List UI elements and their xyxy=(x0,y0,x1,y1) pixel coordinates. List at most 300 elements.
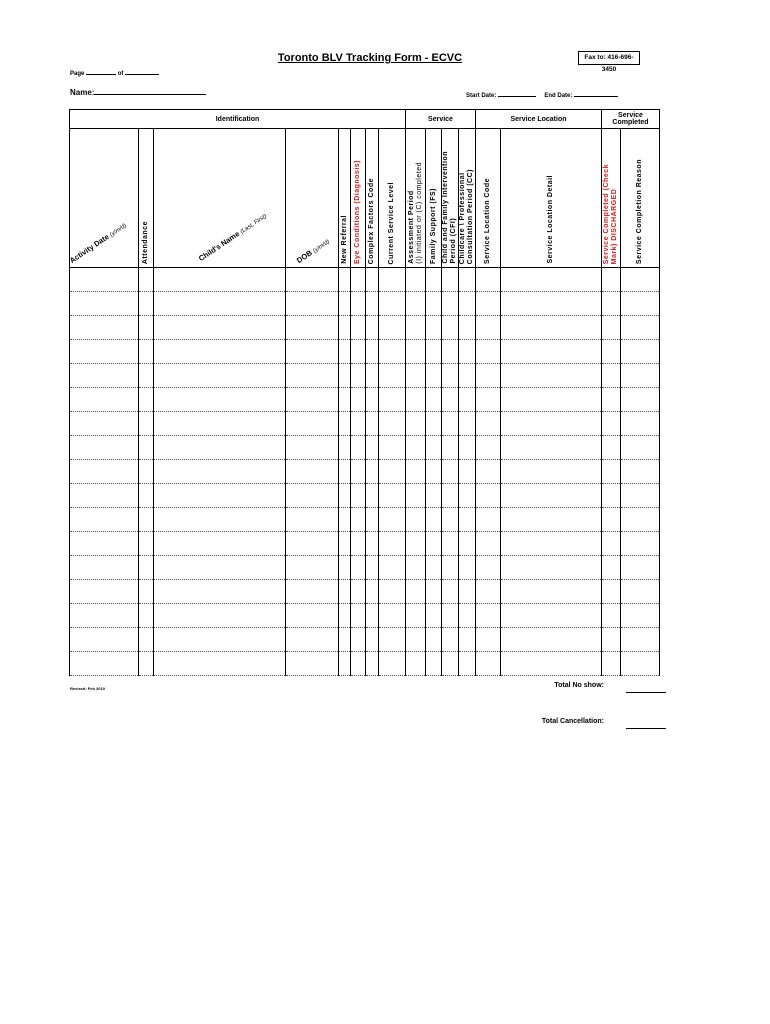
table-cell[interactable] xyxy=(406,556,426,580)
table-cell[interactable] xyxy=(70,508,139,532)
table-cell[interactable] xyxy=(139,580,154,604)
col-new-referral xyxy=(339,129,351,268)
table-cell[interactable] xyxy=(286,628,339,652)
table-cell[interactable] xyxy=(602,340,621,364)
table-cell[interactable] xyxy=(442,460,459,484)
table-cell[interactable] xyxy=(366,532,379,556)
end-date-blank[interactable] xyxy=(574,90,618,97)
table-cell[interactable] xyxy=(476,292,501,316)
table-cell[interactable] xyxy=(426,268,442,292)
table-cell[interactable] xyxy=(154,292,286,316)
table-cell[interactable] xyxy=(459,436,476,460)
name-blank[interactable] xyxy=(94,88,206,95)
table-cell[interactable] xyxy=(442,556,459,580)
table-cell[interactable] xyxy=(339,460,351,484)
table-cell[interactable] xyxy=(351,556,366,580)
table-cell[interactable] xyxy=(351,268,366,292)
table-cell[interactable] xyxy=(476,556,501,580)
table-cell[interactable] xyxy=(426,604,442,628)
table-cell[interactable] xyxy=(154,412,286,436)
table-cell[interactable] xyxy=(476,436,501,460)
table-cell[interactable] xyxy=(621,484,660,508)
table-cell[interactable] xyxy=(339,292,351,316)
new-referral-label: New Referral xyxy=(340,215,348,264)
table-cell[interactable] xyxy=(339,628,351,652)
table-cell[interactable] xyxy=(476,340,501,364)
service-location-detail-label: Service Location Detail xyxy=(547,175,554,264)
table-cell[interactable] xyxy=(70,652,139,676)
table-cell[interactable] xyxy=(70,604,139,628)
table-cell[interactable] xyxy=(379,580,406,604)
table-cell[interactable] xyxy=(286,340,339,364)
table-cell[interactable] xyxy=(366,292,379,316)
table-cell[interactable] xyxy=(339,412,351,436)
table-cell[interactable] xyxy=(286,484,339,508)
table-cell[interactable] xyxy=(501,436,602,460)
table-cell[interactable] xyxy=(286,316,339,340)
table-cell[interactable] xyxy=(351,388,366,412)
total-cancellation-blank[interactable] xyxy=(626,728,666,729)
table-cell[interactable] xyxy=(621,292,660,316)
complex-factors-label: Complex Factors Code xyxy=(368,177,375,264)
table-cell[interactable] xyxy=(621,412,660,436)
table-cell[interactable] xyxy=(406,292,426,316)
table-cell[interactable] xyxy=(139,292,154,316)
total-no-show-blank[interactable] xyxy=(626,692,666,693)
table-cell[interactable] xyxy=(476,388,501,412)
table-cell[interactable] xyxy=(442,484,459,508)
table-cell[interactable] xyxy=(379,484,406,508)
table-cell[interactable] xyxy=(406,436,426,460)
table-cell[interactable] xyxy=(621,532,660,556)
table-cell[interactable] xyxy=(426,292,442,316)
table-cell[interactable] xyxy=(366,412,379,436)
table-cell[interactable] xyxy=(442,604,459,628)
table-cell[interactable] xyxy=(339,484,351,508)
table-cell[interactable] xyxy=(139,268,154,292)
table-cell[interactable] xyxy=(406,628,426,652)
table-cell[interactable] xyxy=(70,460,139,484)
table-cell[interactable] xyxy=(459,508,476,532)
table-cell[interactable] xyxy=(459,652,476,676)
table-cell[interactable] xyxy=(459,292,476,316)
table-cell[interactable] xyxy=(459,484,476,508)
table-cell[interactable] xyxy=(442,508,459,532)
assessment-period-hint: (I) initiated or (C) completed xyxy=(415,162,423,264)
table-cell[interactable] xyxy=(476,628,501,652)
table-cell[interactable] xyxy=(351,484,366,508)
table-cell[interactable] xyxy=(70,412,139,436)
table-cell[interactable] xyxy=(70,292,139,316)
table-cell[interactable] xyxy=(351,628,366,652)
table-cell[interactable] xyxy=(139,628,154,652)
table-cell[interactable] xyxy=(406,652,426,676)
table-cell[interactable] xyxy=(379,652,406,676)
table-cell[interactable] xyxy=(406,508,426,532)
table-cell[interactable] xyxy=(286,652,339,676)
table-cell[interactable] xyxy=(442,532,459,556)
table-cell[interactable] xyxy=(379,316,406,340)
table-cell[interactable] xyxy=(139,508,154,532)
table-cell[interactable] xyxy=(621,628,660,652)
table-cell[interactable] xyxy=(70,484,139,508)
table-cell[interactable] xyxy=(70,340,139,364)
table-cell[interactable] xyxy=(154,340,286,364)
table-cell[interactable] xyxy=(602,316,621,340)
table-cell[interactable] xyxy=(70,580,139,604)
table-cell[interactable] xyxy=(621,340,660,364)
table-cell[interactable] xyxy=(442,292,459,316)
table-cell[interactable] xyxy=(139,484,154,508)
table-cell[interactable] xyxy=(339,268,351,292)
table-cell[interactable] xyxy=(286,436,339,460)
table-cell[interactable] xyxy=(351,604,366,628)
table-cell[interactable] xyxy=(139,604,154,628)
table-cell[interactable] xyxy=(442,388,459,412)
table-cell[interactable] xyxy=(442,412,459,436)
table-cell[interactable] xyxy=(501,532,602,556)
table-cell[interactable] xyxy=(154,436,286,460)
table-cell[interactable] xyxy=(286,508,339,532)
table-cell[interactable] xyxy=(154,316,286,340)
table-cell[interactable] xyxy=(476,268,501,292)
table-cell[interactable] xyxy=(426,412,442,436)
table-cell[interactable] xyxy=(339,388,351,412)
table-cell[interactable] xyxy=(379,556,406,580)
table-cell[interactable] xyxy=(154,532,286,556)
table-cell[interactable] xyxy=(139,364,154,388)
start-date-blank[interactable] xyxy=(498,90,536,97)
table-cell[interactable] xyxy=(459,628,476,652)
table-cell[interactable] xyxy=(459,340,476,364)
table-cell[interactable] xyxy=(339,604,351,628)
table-cell[interactable] xyxy=(602,292,621,316)
table-cell[interactable] xyxy=(379,508,406,532)
table-cell[interactable] xyxy=(286,532,339,556)
table-cell[interactable] xyxy=(379,388,406,412)
table-cell[interactable] xyxy=(366,508,379,532)
table-row xyxy=(70,340,660,364)
table-cell[interactable] xyxy=(501,652,602,676)
table-cell[interactable] xyxy=(70,436,139,460)
table-cell[interactable] xyxy=(459,604,476,628)
table-cell[interactable] xyxy=(366,604,379,628)
table-cell[interactable] xyxy=(476,460,501,484)
table-cell[interactable] xyxy=(501,460,602,484)
table-cell[interactable] xyxy=(501,412,602,436)
table-cell[interactable] xyxy=(621,460,660,484)
col-attendance xyxy=(139,129,154,268)
table-cell[interactable] xyxy=(621,652,660,676)
table-cell[interactable] xyxy=(70,388,139,412)
table-cell[interactable] xyxy=(366,388,379,412)
table-cell[interactable] xyxy=(621,508,660,532)
table-cell[interactable] xyxy=(476,652,501,676)
table-cell[interactable] xyxy=(154,604,286,628)
table-cell[interactable] xyxy=(339,436,351,460)
table-cell[interactable] xyxy=(426,484,442,508)
table-cell[interactable] xyxy=(602,460,621,484)
table-cell[interactable] xyxy=(426,556,442,580)
table-cell[interactable] xyxy=(154,652,286,676)
table-cell[interactable] xyxy=(154,580,286,604)
table-cell[interactable] xyxy=(154,268,286,292)
table-cell[interactable] xyxy=(366,340,379,364)
table-cell[interactable] xyxy=(476,364,501,388)
table-cell[interactable] xyxy=(406,316,426,340)
table-cell[interactable] xyxy=(426,364,442,388)
table-cell[interactable] xyxy=(459,556,476,580)
table-cell[interactable] xyxy=(351,340,366,364)
table-cell[interactable] xyxy=(351,652,366,676)
table-cell[interactable] xyxy=(621,436,660,460)
table-cell[interactable] xyxy=(621,580,660,604)
table-cell[interactable] xyxy=(286,604,339,628)
table-cell[interactable] xyxy=(442,268,459,292)
table-cell[interactable] xyxy=(70,532,139,556)
table-cell[interactable] xyxy=(379,364,406,388)
table-cell[interactable] xyxy=(366,364,379,388)
table-cell[interactable] xyxy=(406,268,426,292)
table-cell[interactable] xyxy=(501,508,602,532)
table-cell[interactable] xyxy=(602,556,621,580)
table-cell[interactable] xyxy=(459,268,476,292)
table-row xyxy=(70,388,660,412)
page-blank[interactable] xyxy=(86,68,116,75)
table-cell[interactable] xyxy=(379,628,406,652)
table-cell[interactable] xyxy=(286,268,339,292)
eye-conditions-label: Eye Conditions (Diagnosis) xyxy=(354,159,361,264)
table-cell[interactable] xyxy=(379,436,406,460)
table-cell[interactable] xyxy=(426,340,442,364)
table-cell[interactable] xyxy=(379,460,406,484)
table-cell[interactable] xyxy=(70,316,139,340)
table-cell[interactable] xyxy=(406,580,426,604)
table-cell[interactable] xyxy=(366,436,379,460)
table-cell[interactable] xyxy=(351,508,366,532)
page-total-blank[interactable] xyxy=(125,68,159,75)
table-cell[interactable] xyxy=(379,532,406,556)
child-family-label-2: Period (CFI) xyxy=(450,218,457,264)
table-cell[interactable] xyxy=(351,316,366,340)
table-cell[interactable] xyxy=(366,316,379,340)
table-cell[interactable] xyxy=(406,460,426,484)
table-cell[interactable] xyxy=(154,508,286,532)
table-cell[interactable] xyxy=(602,652,621,676)
table-cell[interactable] xyxy=(379,412,406,436)
table-cell[interactable] xyxy=(621,364,660,388)
table-cell[interactable] xyxy=(139,412,154,436)
table-cell[interactable] xyxy=(351,412,366,436)
table-cell[interactable] xyxy=(139,556,154,580)
table-cell[interactable] xyxy=(459,364,476,388)
table-cell[interactable] xyxy=(602,364,621,388)
table-cell[interactable] xyxy=(442,580,459,604)
total-no-show-label: Total No show: xyxy=(554,682,604,689)
childs-name-label: Child's Name xyxy=(196,229,242,263)
table-cell[interactable] xyxy=(442,436,459,460)
table-cell[interactable] xyxy=(139,340,154,364)
table-cell[interactable] xyxy=(501,580,602,604)
table-cell[interactable] xyxy=(621,556,660,580)
table-cell[interactable] xyxy=(426,460,442,484)
table-cell[interactable] xyxy=(501,340,602,364)
table-row xyxy=(70,436,660,460)
col-service-completion-reason xyxy=(621,129,660,268)
end-date-label: End Date: xyxy=(544,93,573,99)
table-cell[interactable] xyxy=(139,460,154,484)
table-cell[interactable] xyxy=(366,556,379,580)
table-cell[interactable] xyxy=(406,532,426,556)
table-cell[interactable] xyxy=(351,364,366,388)
table-cell[interactable] xyxy=(459,316,476,340)
table-cell[interactable] xyxy=(339,364,351,388)
table-cell[interactable] xyxy=(501,292,602,316)
table-cell[interactable] xyxy=(366,628,379,652)
table-cell[interactable] xyxy=(379,604,406,628)
table-cell[interactable] xyxy=(602,508,621,532)
table-cell[interactable] xyxy=(459,388,476,412)
table-cell[interactable] xyxy=(501,604,602,628)
table-cell[interactable] xyxy=(351,460,366,484)
table-cell[interactable] xyxy=(442,340,459,364)
table-cell[interactable] xyxy=(476,316,501,340)
table-cell[interactable] xyxy=(139,316,154,340)
table-cell[interactable] xyxy=(154,460,286,484)
table-cell[interactable] xyxy=(459,460,476,484)
table-cell[interactable] xyxy=(501,556,602,580)
table-cell[interactable] xyxy=(286,412,339,436)
table-cell[interactable] xyxy=(154,556,286,580)
table-cell[interactable] xyxy=(602,604,621,628)
table-cell[interactable] xyxy=(406,412,426,436)
table-cell[interactable] xyxy=(602,532,621,556)
table-cell[interactable] xyxy=(476,532,501,556)
table-cell[interactable] xyxy=(406,388,426,412)
table-cell[interactable] xyxy=(366,268,379,292)
table-cell[interactable] xyxy=(459,412,476,436)
table-cell[interactable] xyxy=(339,316,351,340)
table-cell[interactable] xyxy=(621,604,660,628)
table-cell[interactable] xyxy=(602,268,621,292)
table-cell[interactable] xyxy=(286,460,339,484)
table-cell[interactable] xyxy=(476,508,501,532)
table-cell[interactable] xyxy=(476,484,501,508)
table-cell[interactable] xyxy=(406,364,426,388)
table-cell[interactable] xyxy=(139,652,154,676)
table-cell[interactable] xyxy=(602,628,621,652)
table-cell[interactable] xyxy=(351,436,366,460)
table-cell[interactable] xyxy=(501,484,602,508)
table-cell[interactable] xyxy=(339,508,351,532)
table-cell[interactable] xyxy=(70,628,139,652)
fax-box: Fax to: 416-696-3450 xyxy=(578,51,640,65)
current-service-level-label: Current Service Level xyxy=(388,181,395,264)
table-cell[interactable] xyxy=(476,412,501,436)
table-cell[interactable] xyxy=(286,292,339,316)
table-cell[interactable] xyxy=(366,484,379,508)
table-cell[interactable] xyxy=(501,316,602,340)
table-cell[interactable] xyxy=(351,292,366,316)
table-cell[interactable] xyxy=(339,580,351,604)
table-cell[interactable] xyxy=(154,628,286,652)
table-cell[interactable] xyxy=(442,364,459,388)
table-cell[interactable] xyxy=(426,388,442,412)
table-cell[interactable] xyxy=(426,316,442,340)
table-cell[interactable] xyxy=(442,628,459,652)
table-cell[interactable] xyxy=(621,388,660,412)
table-cell[interactable] xyxy=(406,484,426,508)
table-cell[interactable] xyxy=(426,580,442,604)
table-cell[interactable] xyxy=(366,460,379,484)
table-cell[interactable] xyxy=(501,388,602,412)
table-cell[interactable] xyxy=(442,652,459,676)
table-cell[interactable] xyxy=(286,580,339,604)
table-cell[interactable] xyxy=(602,484,621,508)
table-cell[interactable] xyxy=(459,580,476,604)
table-cell[interactable] xyxy=(476,580,501,604)
table-cell[interactable] xyxy=(286,556,339,580)
table-cell[interactable] xyxy=(351,580,366,604)
table-cell[interactable] xyxy=(476,604,501,628)
table-cell[interactable] xyxy=(154,364,286,388)
table-cell[interactable] xyxy=(459,532,476,556)
table-cell[interactable] xyxy=(379,340,406,364)
table-cell[interactable] xyxy=(70,556,139,580)
table-cell[interactable] xyxy=(426,532,442,556)
table-cell[interactable] xyxy=(602,412,621,436)
table-cell[interactable] xyxy=(339,340,351,364)
table-cell[interactable] xyxy=(366,652,379,676)
table-cell[interactable] xyxy=(351,532,366,556)
table-cell[interactable] xyxy=(501,628,602,652)
table-cell[interactable] xyxy=(406,340,426,364)
table-cell[interactable] xyxy=(426,652,442,676)
table-cell[interactable] xyxy=(426,628,442,652)
table-cell[interactable] xyxy=(602,388,621,412)
table-cell[interactable] xyxy=(426,436,442,460)
childcare-label: Childcare \ Professional xyxy=(459,172,466,264)
table-cell[interactable] xyxy=(286,388,339,412)
table-cell[interactable] xyxy=(70,268,139,292)
table-cell[interactable] xyxy=(406,604,426,628)
table-cell[interactable] xyxy=(379,268,406,292)
table-cell[interactable] xyxy=(602,580,621,604)
table-cell[interactable] xyxy=(139,532,154,556)
table-cell[interactable] xyxy=(286,364,339,388)
table-cell[interactable] xyxy=(139,436,154,460)
table-cell[interactable] xyxy=(70,364,139,388)
col-service-location-detail xyxy=(501,129,602,268)
table-cell[interactable] xyxy=(621,268,660,292)
table-cell[interactable] xyxy=(366,580,379,604)
table-cell[interactable] xyxy=(501,268,602,292)
table-cell[interactable] xyxy=(621,316,660,340)
table-cell[interactable] xyxy=(339,556,351,580)
table-cell[interactable] xyxy=(379,292,406,316)
table-cell[interactable] xyxy=(339,532,351,556)
table-cell[interactable] xyxy=(442,316,459,340)
table-cell[interactable] xyxy=(339,652,351,676)
table-cell[interactable] xyxy=(139,388,154,412)
table-cell[interactable] xyxy=(154,484,286,508)
tracking-table xyxy=(69,109,660,676)
table-cell[interactable] xyxy=(602,436,621,460)
table-cell[interactable] xyxy=(501,364,602,388)
table-cell[interactable] xyxy=(426,508,442,532)
child-family-label: Child and Family Intervention xyxy=(442,151,449,264)
table-cell[interactable] xyxy=(154,388,286,412)
